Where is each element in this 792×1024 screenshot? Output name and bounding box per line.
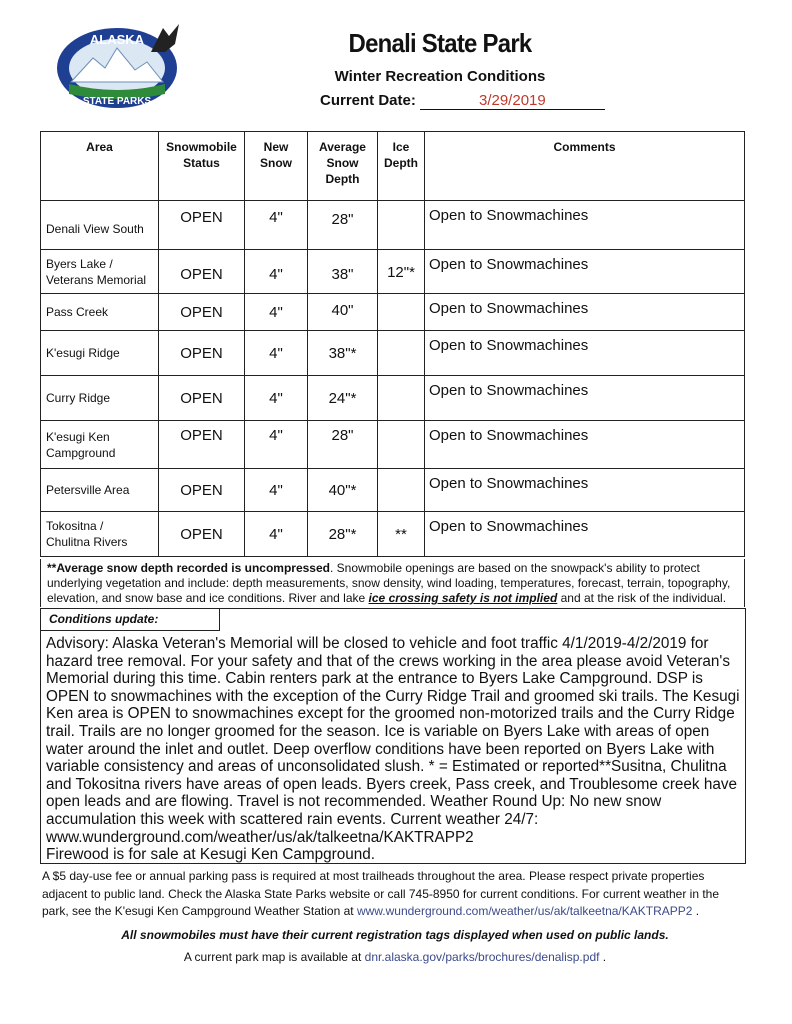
page-subtitle: Winter Recreation Conditions xyxy=(334,68,546,85)
status-cell: OPEN xyxy=(159,331,245,376)
depth-cell: 38"* xyxy=(308,331,378,376)
firewood-text: Firewood is for sale at Kesugi Ken Campground. xyxy=(46,846,376,864)
area-cell: Byers Lake / Veterans Memorial xyxy=(41,250,159,294)
depth-cell: 24"* xyxy=(308,376,378,421)
area-cell: Denali View South xyxy=(41,201,159,250)
new-snow-cell: 4" xyxy=(245,201,308,250)
advisory-text: Advisory: Alaska Veteran's Memorial will be closed to vehicle and foot traffic 4/1/2019-4/2/2019 for hazard tree removal. For your safety and that of the crews working in the area please avoid Veteran's Memorial during this time. Cabin renters park at the entrance to Byers Lake Campground. DSP is OPEN to snowmachines with the exception of the Curry Ridge Trail and groomed ski trails. The Kesugi Ken area is OPEN to snowmachines except for the groomed non-motorized trails and the Curry Ridge trail. Trails are no longer groomed for the season. Ice is variable on Byers Lake with areas of open water around the inlet and outlet. Deep overflow conditions have been reported on Byers Lake with variable consistency and areas of unconsolidated slush. * = Estimated or reported**Susitna, Chulitna and Tokositna rivers have areas of open leads. Byers creek, Pass creek, and Troublesome creek have open leads and are flowing. Travel is not recommended. Weather Round Up: No new snow accumulation this week with scattered rain events. Current weather 24/7: www.wunderground.com/weather/us/ak/talkeetna/KAKTRAPP2 xyxy=(46,635,740,846)
update-title: Conditions update: xyxy=(41,609,220,631)
area-cell: Tokositna / Chulitna Rivers xyxy=(41,512,159,557)
comment-cell: Open to Snowmachines xyxy=(425,421,745,469)
status-cell: OPEN xyxy=(159,421,245,469)
page-title: Denali State Park xyxy=(348,28,532,58)
map-text: A current park map is available at xyxy=(183,950,365,964)
ice-cell: 12"* xyxy=(378,250,425,294)
header-ice-depth: Ice Depth xyxy=(378,132,425,201)
comment-cell: Open to Snowmachines xyxy=(425,294,745,331)
note-bold-lead: **Average snow depth recorded is uncompressed xyxy=(47,561,330,575)
ice-cell xyxy=(378,376,425,421)
fee-notice xyxy=(42,868,742,921)
table-row xyxy=(41,512,745,557)
table-row xyxy=(41,421,745,469)
table-row xyxy=(41,469,745,512)
depth-cell: 38" xyxy=(308,250,378,294)
new-snow-cell: 4" xyxy=(245,294,308,331)
table-row xyxy=(41,376,745,421)
map-text-tail: . xyxy=(599,950,607,964)
status-cell: OPEN xyxy=(159,512,245,557)
date-value: 3/29/2019 xyxy=(420,92,605,110)
table-row xyxy=(41,294,745,331)
logo-text-bottom: STATE PARKS xyxy=(82,96,152,107)
area-cell: Petersville Area xyxy=(41,469,159,512)
area-cell: Curry Ridge xyxy=(41,376,159,421)
conditions-update-box xyxy=(40,608,746,864)
header-avg-depth: Average Snow Depth xyxy=(308,132,378,201)
registration-notice: All snowmobiles must have their current registration tags displayed when used on public lands. xyxy=(121,928,669,942)
ice-cell: ** xyxy=(378,512,425,557)
header-status: Snowmobile Status xyxy=(159,132,245,201)
snow-depth-note xyxy=(40,559,745,607)
new-snow-cell: 4" xyxy=(245,331,308,376)
ice-cell xyxy=(378,469,425,512)
ice-cell xyxy=(378,421,425,469)
ice-cell xyxy=(378,294,425,331)
note-text-2: and at the risk of the individual. xyxy=(557,591,727,605)
table-row xyxy=(41,331,745,376)
comment-cell: Open to Snowmachines xyxy=(425,250,745,294)
table-row xyxy=(41,201,745,250)
table-header-row xyxy=(41,132,745,201)
status-cell: OPEN xyxy=(159,469,245,512)
note-text-1: . Snowmobile openings are based on the snowpack's ability to protect underlying vegetation and include: depth measurements, snow density, wind loading, temperatures, forecast, terrain, topography, elevation, and snow base and ice conditions. River and lake xyxy=(47,561,731,605)
comment-cell: Open to Snowmachines xyxy=(425,469,745,512)
comment-cell: Open to Snowmachines xyxy=(425,376,745,421)
header-new-snow: New Snow xyxy=(245,132,308,201)
header-area: Area xyxy=(41,132,159,201)
status-cell: OPEN xyxy=(159,294,245,331)
conditions-table xyxy=(40,131,745,557)
new-snow-cell: 4" xyxy=(245,469,308,512)
status-cell: OPEN xyxy=(159,201,245,250)
park-map-link[interactable]: dnr.alaska.gov/parks/brochures/denalisp.pdf xyxy=(364,950,600,964)
depth-cell: 40"* xyxy=(308,469,378,512)
area-cell: Pass Creek xyxy=(41,294,159,331)
comment-cell: Open to Snowmachines xyxy=(425,331,745,376)
fee-text: A $5 day-use fee or annual parking pass is required at most trailheads throughout the area. Please respect private properties adjacent to public land. Check the Alaska State Parks website or call 745-8950 for current conditions. For current weather in the park, see the K'esugi Ken Campground Weather Station at xyxy=(42,869,720,918)
area-cell: K'esugi Ridge xyxy=(41,331,159,376)
ice-cell xyxy=(378,201,425,250)
note-emphasis: ice crossing safety is not implied xyxy=(368,591,558,605)
depth-cell: 28" xyxy=(308,421,378,469)
park-map-note xyxy=(40,950,750,964)
new-snow-cell: 4" xyxy=(245,512,308,557)
weather-station-link[interactable]: www.wunderground.com/weather/us/ak/talkeetna/KAKTRAPP2 xyxy=(356,904,693,918)
update-body xyxy=(41,631,745,864)
table-row xyxy=(41,250,745,294)
fee-text-tail: . xyxy=(692,904,700,918)
ice-cell xyxy=(378,331,425,376)
alaska-state-parks-logo xyxy=(55,22,185,110)
header-comments: Comments xyxy=(425,132,745,201)
comment-cell: Open to Snowmachines xyxy=(425,512,745,557)
area-cell: K'esugi Ken Campground xyxy=(41,421,159,469)
date-label: Current Date: xyxy=(320,92,416,109)
current-date-row xyxy=(320,92,610,110)
new-snow-cell: 4" xyxy=(245,250,308,294)
comment-cell: Open to Snowmachines xyxy=(425,201,745,250)
new-snow-cell: 4" xyxy=(245,421,308,469)
depth-cell: 28" xyxy=(308,201,378,250)
logo-text-top: ALASKA xyxy=(89,32,145,47)
depth-cell: 28"* xyxy=(308,512,378,557)
new-snow-cell: 4" xyxy=(245,376,308,421)
status-cell: OPEN xyxy=(159,250,245,294)
depth-cell: 40" xyxy=(308,294,378,331)
status-cell: OPEN xyxy=(159,376,245,421)
